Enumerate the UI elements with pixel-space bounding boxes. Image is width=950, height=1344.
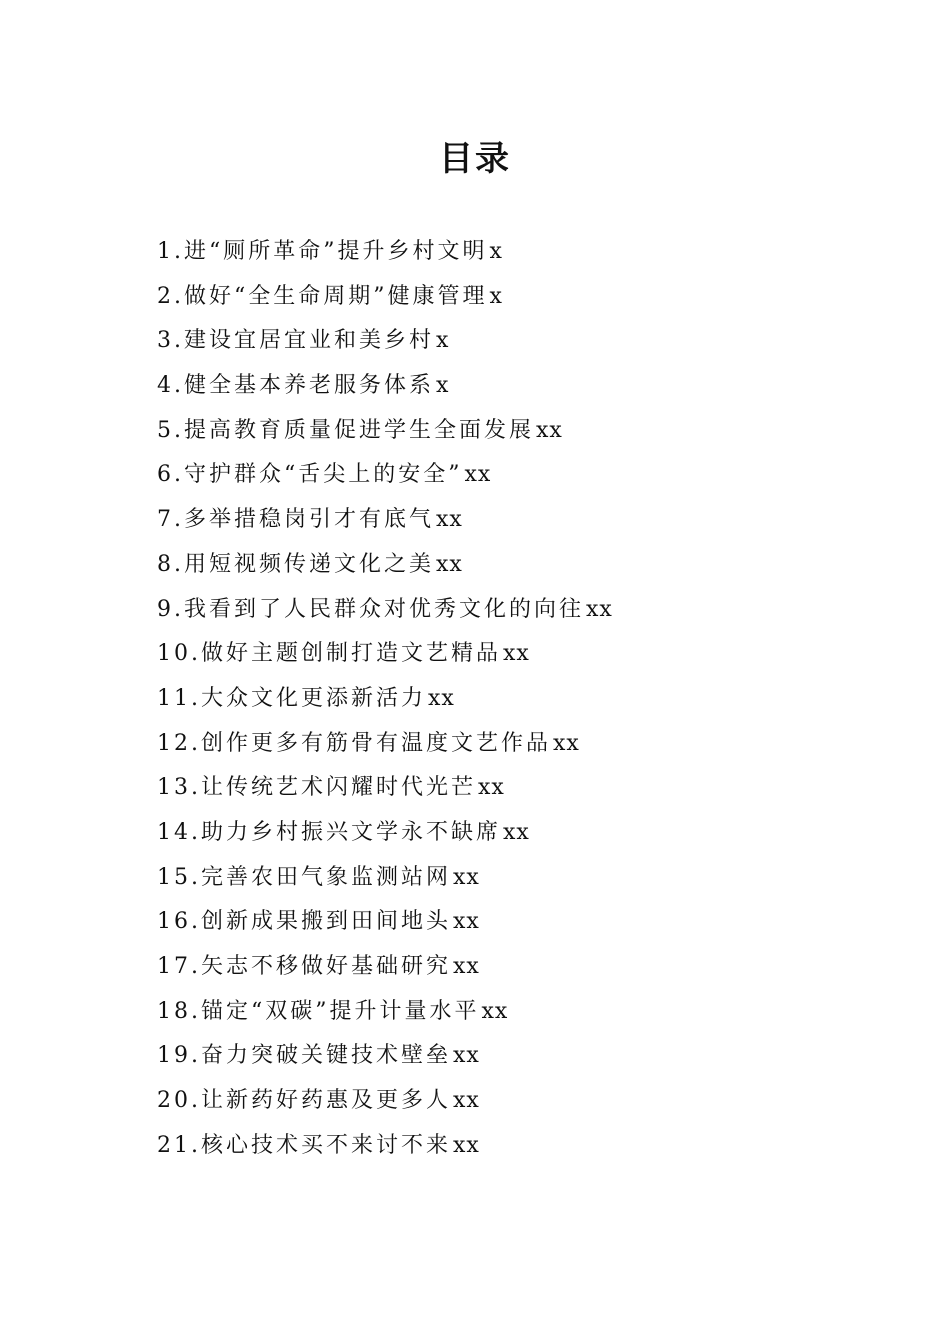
toc-entry-title: 19.奋力突破关键技术壁垒 — [157, 1043, 451, 1069]
toc-entry — [157, 677, 857, 722]
toc-entry — [157, 1079, 857, 1124]
toc-entry-page: xx — [553, 730, 580, 756]
toc-entry — [157, 811, 857, 856]
toc-entry-page: xx — [436, 507, 463, 533]
toc-entry-title: 8.用短视频传递文化之美 — [157, 551, 434, 577]
toc-entry-title: 7.多举措稳岗引才有底气 — [157, 507, 434, 533]
toc-entry-page: x — [436, 328, 450, 354]
toc-entry — [157, 766, 857, 811]
toc-entry — [157, 1034, 857, 1079]
toc-entry-title: 14.助力乡村振兴文学永不缺席 — [157, 819, 501, 845]
toc-entry — [157, 364, 857, 409]
toc-entry-page: xx — [586, 596, 613, 622]
toc-entry-page: xx — [453, 1043, 480, 1069]
table-of-contents — [157, 230, 857, 1168]
toc-entry — [157, 990, 857, 1035]
toc-entry — [157, 632, 857, 677]
toc-entry — [157, 900, 857, 945]
toc-entry — [157, 409, 857, 454]
toc-entry-title: 11.大众文化更添新活力 — [157, 685, 426, 711]
toc-entry-title: 16.创新成果搬到田间地头 — [157, 909, 451, 935]
toc-entry-title: 18.锚定“双碳”提升计量水平 — [157, 998, 480, 1024]
toc-entry-page: x — [489, 283, 503, 309]
toc-entry — [157, 1124, 857, 1169]
toc-entry — [157, 722, 857, 767]
toc-entry-page: xx — [503, 641, 530, 667]
toc-entry — [157, 498, 857, 543]
toc-entry-title: 9.我看到了人民群众对优秀文化的向往 — [157, 596, 584, 622]
toc-entry-title: 3.建设宜居宜业和美乡村 — [157, 328, 434, 354]
toc-entry — [157, 230, 857, 275]
toc-entry-page: xx — [453, 1132, 480, 1158]
toc-entry-page: xx — [428, 685, 455, 711]
toc-entry-page: x — [489, 239, 503, 264]
toc-entry-title: 6.守护群众“舌尖上的安全” — [157, 462, 463, 488]
toc-entry — [157, 856, 857, 901]
toc-entry-title: 1.进“厕所革命”提升乡村文明 — [157, 239, 488, 264]
toc-entry-page: xx — [453, 1088, 480, 1114]
toc-entry — [157, 543, 857, 588]
toc-entry-page: xx — [503, 819, 530, 845]
toc-entry-page: xx — [453, 909, 480, 935]
toc-entry-title: 4.健全基本养老服务体系 — [157, 373, 434, 399]
toc-entry-title: 10.做好主题创制打造文艺精品 — [157, 641, 501, 667]
toc-entry-title: 20.让新药好药惠及更多人 — [157, 1088, 451, 1114]
toc-entry — [157, 275, 857, 320]
toc-entry-title: 12.创作更多有筋骨有温度文艺作品 — [157, 730, 551, 756]
toc-entry — [157, 453, 857, 498]
toc-entry-page: xx — [464, 462, 492, 488]
toc-entry-page: xx — [453, 864, 480, 890]
toc-entry-title: 21.核心技术买不来讨不来 — [157, 1132, 451, 1158]
toc-entry-page: xx — [481, 998, 509, 1024]
toc-entry-title: 17.矢志不移做好基础研究 — [157, 954, 451, 979]
toc-entry-page: xx — [536, 417, 563, 443]
toc-entry-title: 15.完善农田气象监测站网 — [157, 864, 451, 890]
toc-entry-title: 13.让传统艺术闪耀时代光芒 — [157, 775, 476, 801]
toc-entry-title: 5.提高教育质量促进学生全面发展 — [157, 417, 534, 443]
toc-entry-page: xx — [478, 775, 505, 801]
toc-entry-title: 2.做好“全生命周期”健康管理 — [157, 283, 488, 309]
toc-entry — [157, 945, 857, 990]
toc-entry-page: xx — [453, 954, 480, 979]
document-title: 目录 — [439, 139, 511, 179]
toc-entry — [157, 319, 857, 364]
toc-entry-page: x — [436, 373, 450, 399]
toc-entry-page: xx — [436, 551, 463, 577]
toc-entry — [157, 588, 857, 633]
